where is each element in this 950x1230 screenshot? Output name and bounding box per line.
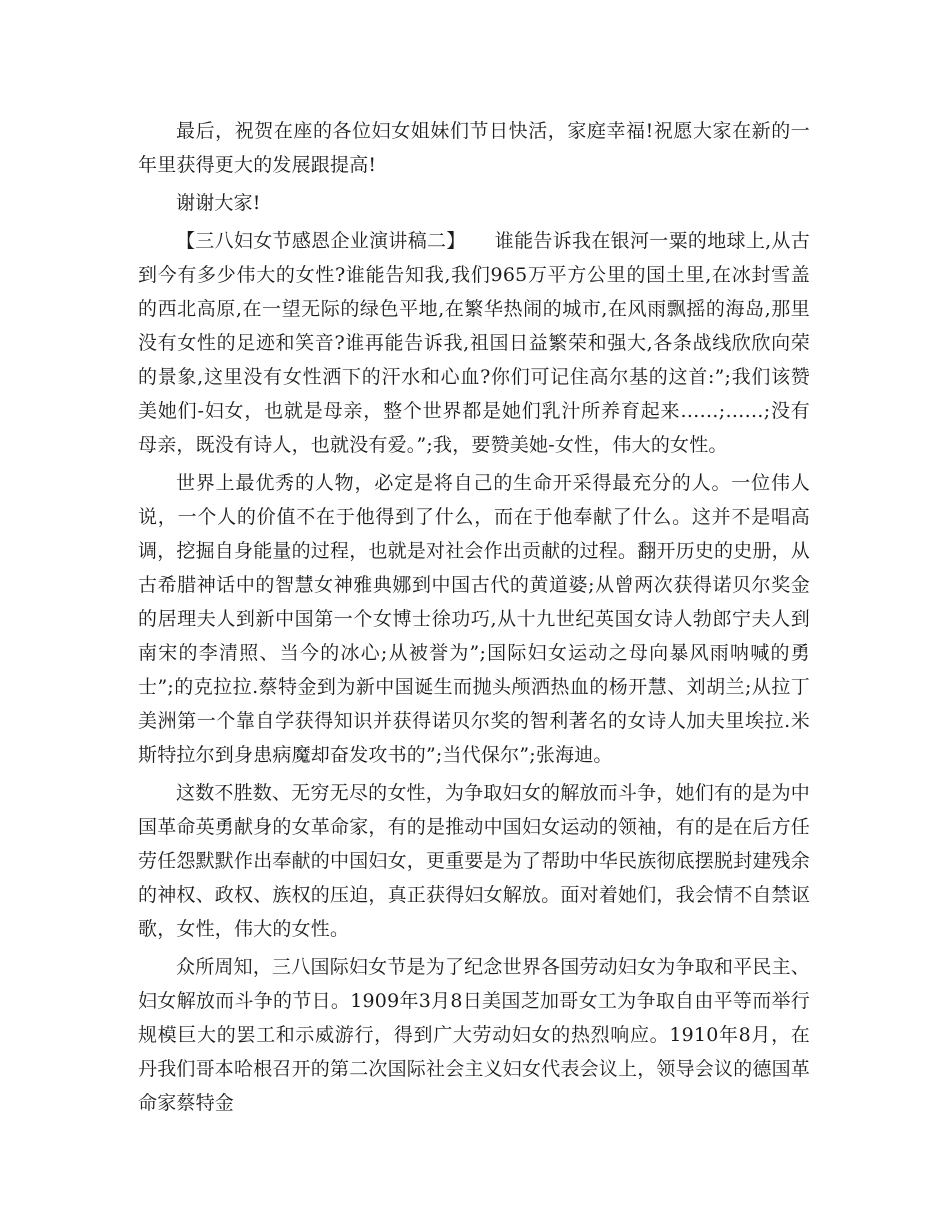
paragraph-thanks: 谢谢大家!: [176, 192, 261, 214]
paragraph-womens-day-history: 众所周知，三八国际妇女节是为了纪念世界各国劳动妇女为争取和平民主、妇女解放而斗争的节日。1909年3月8日美国芝加哥女工为争取自由平等而举行规模巨大的罢工和示威游行，得到广大劳动妇女的热烈响应。1910年8月，在丹我们哥本哈根召开的第二次国际社会主义妇女代表会议上，领导会议的德国革命家蔡特金: [138, 956, 811, 1114]
paragraph-speech-two-intro: 【三八妇女节感恩企业演讲稿二】 谁能告诉我在银河一粟的地球上,从古到今有多少伟大的女性?谁能告知我,我们965万平方公里的国土里,在冰封雪盖的西北高原,在一望无际的绿色平地,在繁华热闹的城市,在风雨飘摇的海岛,那里没有女性的足迹和笑音?谁再能告诉我,祖国日益繁荣和强大,各条战线欣欣向荣的景象,这里没有女性洒下的汗水和心血?你们可记住高尔基的这首:”;我们该赞美她们-妇女，也就是母亲，整个世界都是她们乳汁所养育起来……;……;没有母亲，既没有诗人，也就没有爱。”;我，要赞美她-女性，伟大的女性。: [138, 230, 810, 456]
paragraph-outstanding-women: 世界上最优秀的人物，必定是将自己的生命开采得最充分的人。一位伟人说，一个人的价值不在于他得到了什么，而在于他奉献了什么。这并不是唱高调，挖掘自身能量的过程，也就是对社会作出贡献的过程。翻开历史的史册，从古希腊神话中的智慧女神雅典娜到中国古代的黄道婆;从曾两次获得诺贝尔奖金的居理夫人到新中国第一个女博士徐功巧,从十九世纪英国女诗人勃郎宁夫人到南宋的李清照、当今的冰心;从被誉为”;国际妇女运动之母向暴风雨呐喊的勇士”;的克拉拉.蔡特金到为新中国诞生而抛头颅洒热血的杨开慧、刘胡兰;从拉丁美洲第一个靠自学获得知识并获得诺贝尔奖的智利著名的女诗人加夫里埃拉.米斯特拉尔到身患病魔却奋发攻书的”;当代保尔”;张海迪。: [138, 472, 811, 766]
document-body: [138, 114, 810, 1124]
paragraph-women-liberation: 这数不胜数、无穷无尽的女性，为争取妇女的解放而斗争，她们有的是为中国革命英勇献身的女革命家，有的是推动中国妇女运动的领袖，有的是在后方任劳任怨默默作出奉献的中国妇女，更重要是为了帮助中华民族彻底摆脱封建残余的神权、政权、族权的压迫，真正获得妇女解放。面对着她们，我会情不自禁讴歌，女性，伟大的女性。: [138, 782, 811, 940]
paragraph-closing-wishes: 最后，祝贺在座的各位妇女姐妹们节日快活，家庭幸福!祝愿大家在新的一年里获得更大的发展跟提高!: [138, 120, 810, 176]
